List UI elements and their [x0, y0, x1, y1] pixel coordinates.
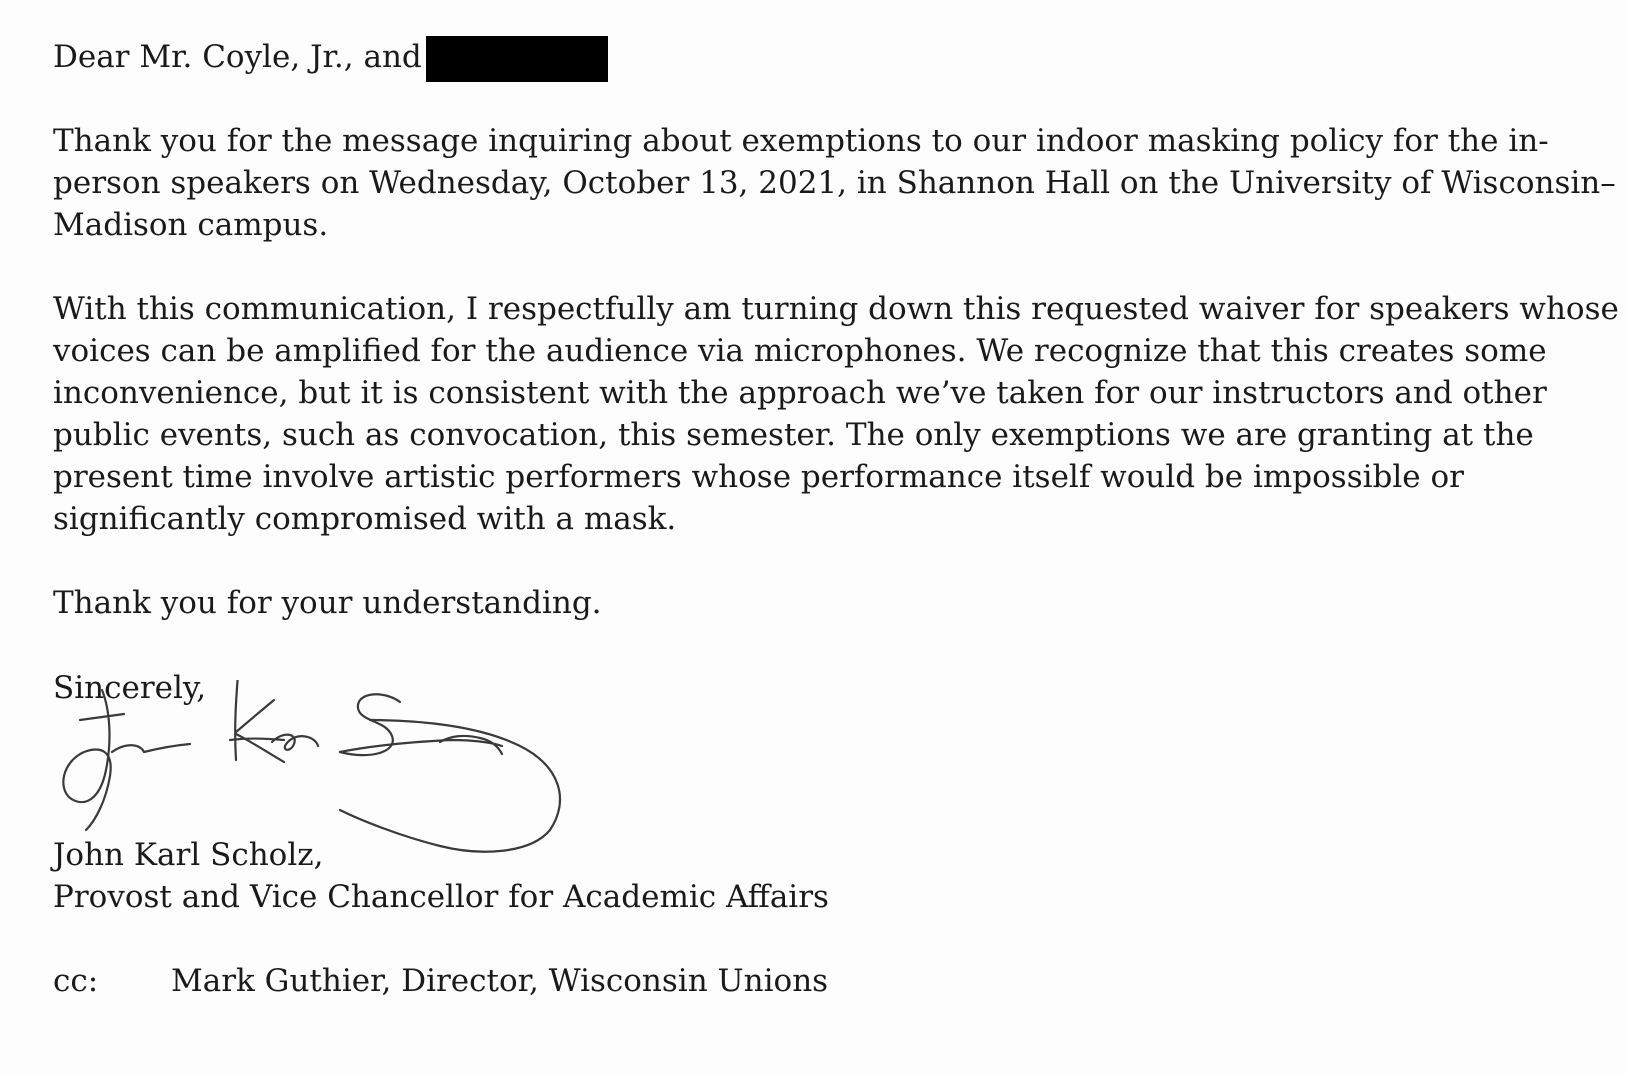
greeting-line	[53, 36, 608, 82]
paragraph1-line1: Thank you for the message inquiring about exemptions to our indoor masking policy for the in-	[53, 123, 1549, 159]
cc-recipient: Mark Guthier, Director, Wisconsin Unions	[171, 963, 829, 999]
paragraph2-line2: voices can be amplified for the audience via microphones. We recognize that this creates some	[53, 333, 1547, 369]
paragraph2-line4: public events, such as convocation, this semester. The only exemptions we are granting at the	[53, 417, 1534, 453]
paragraph2-line1: With this communication, I respectfully am turning down this requested waiver for speakers whose	[53, 291, 1619, 327]
cc-label: cc:	[53, 963, 99, 999]
thanks-line: Thank you for your understanding.	[53, 585, 602, 621]
paragraph1-line3: Madison campus.	[53, 207, 329, 243]
greeting-text: Dear Mr. Coyle, Jr., and	[53, 39, 422, 75]
closing-line: Sincerely,	[53, 670, 207, 706]
paragraph2-line3: inconvenience, but it is consistent with the approach we’ve taken for our instructors and other	[53, 375, 1547, 411]
signer-title: Provost and Vice Chancellor for Academic Affairs	[53, 879, 829, 915]
paragraph1-line2: person speakers on Wednesday, October 13, 2021, in Shannon Hall on the University of Wisconsin–	[53, 165, 1616, 201]
paragraph2-line5: present time involve artistic performers whose performance itself would be impossible or	[53, 459, 1464, 495]
signer-name: John Karl Scholz,	[53, 837, 324, 873]
redaction-block	[426, 36, 608, 82]
paragraph2-line6: significantly compromised with a mask.	[53, 501, 677, 537]
